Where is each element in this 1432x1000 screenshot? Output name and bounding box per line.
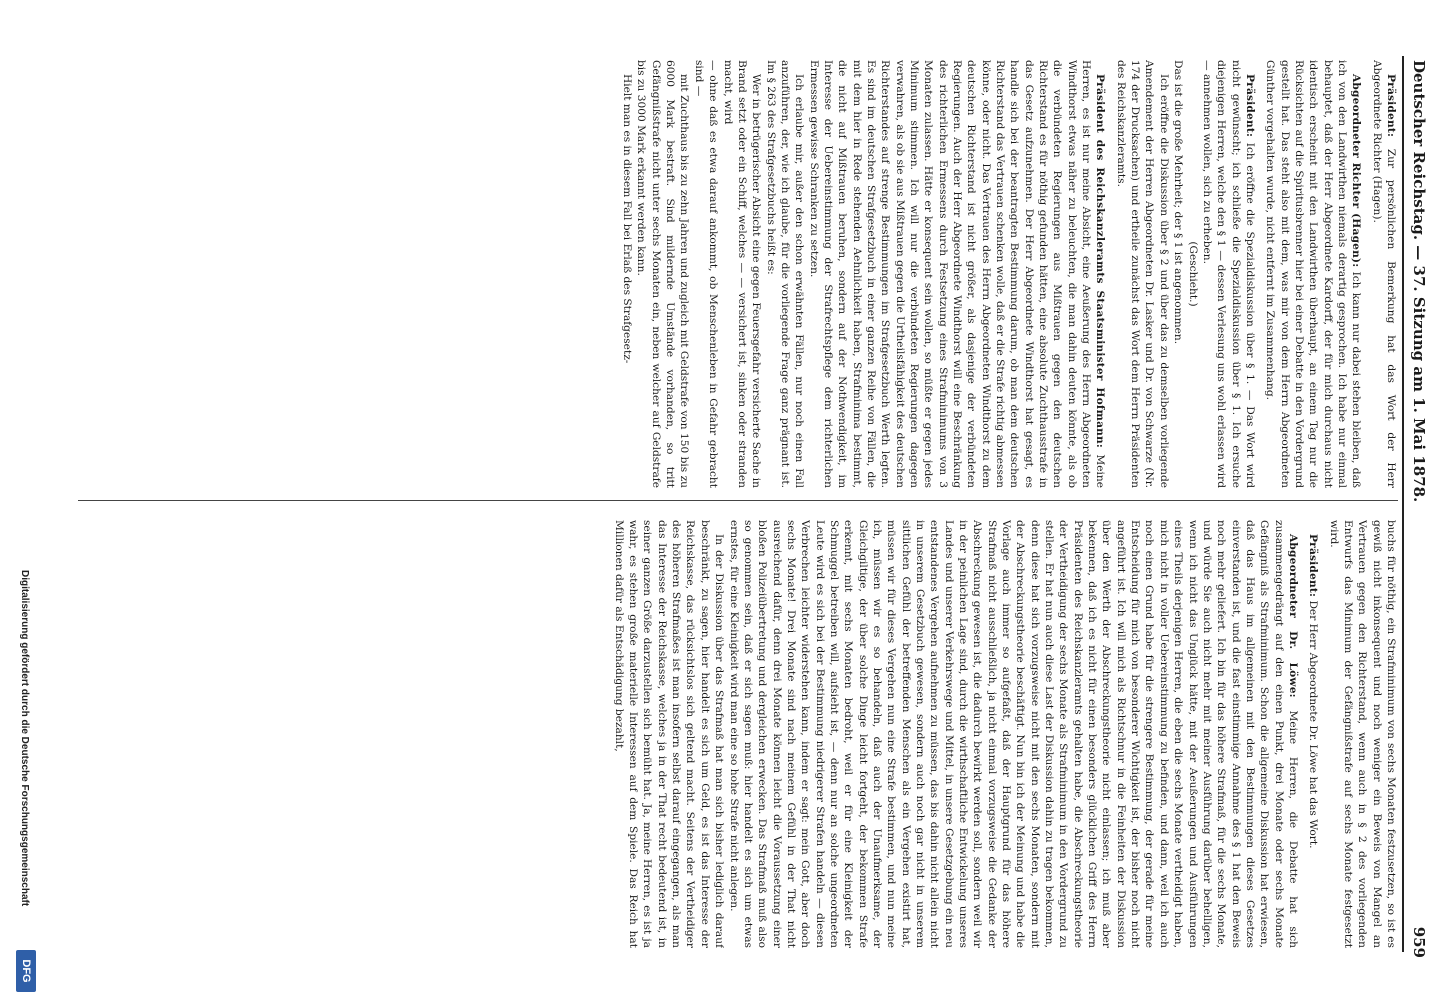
paragraph-text: Zur persönlichen Bemerkung hat das Wort der Herr Abgeordnete Richter (Hagen). bbox=[1370, 60, 1397, 488]
paragraph-text: Das ist die große Mehrheit; der § 1 ist angenommen. bbox=[1172, 60, 1185, 345]
paragraph bbox=[1326, 520, 1398, 948]
paragraph bbox=[1263, 60, 1363, 488]
paragraph-text: mit Zuchthaus bis zu zehn Jahren und zugleich mit Geldstrafe von 150 bis zu 6000 Mark bestraft. Sind mildernde Umstände vorhanden, so tritt Gefängnißstrafe nicht unter sechs Monaten ein, neben welcher auf Geldstrafe bis zu 3000 Mark erkannt werden kann. bbox=[635, 60, 691, 488]
paragraph-text: Wer in betrügerischer Absicht eine gegen Feuersgefahr versicherte Sache in Brand setzt oder ein Schiff, welches — — versichert ist, sinken oder stranden macht, wird bbox=[721, 60, 763, 488]
paragraph-text: buchs für nöthig, ein Strafminimum von sechs Monaten festzusetzen, so ist es gewiß nicht inkonsequent und noch weniger ein Beweis von Mangel an Vertrauen gegen den Richterstand, wenn auch in § 2 des vorliegenden Entwurfs das Minimum der Gefängnißstrafe auf sechs Monate festgesetzt wird. bbox=[1327, 520, 1397, 948]
running-head: Deutscher Reichstag. — 37. Sitzung am 1. Mai 1878. bbox=[1410, 60, 1428, 503]
paragraph-text: Ich eröffne die Spezialdiskussion über § 1. — Das Wort wird nicht gewünscht; ich schließe die Spezialdiskussion über § 1. Ich ersuche diejenigen Herren, welche den § 1 — dessen Verlesung uns wohl erlassen wird — annehmen wollen, sich zu erheben. bbox=[1200, 60, 1256, 488]
paragraph-text: In der Diskussion über das Strafmaß hat man sich bisher lediglich darauf beschränkt, zu sagen, hier handelt es sich um Geld, es ist das Interesse der Reichskasse, das rücksichtslos sich geltend macht. Seitens der Vertheidiger des höheren Strafmaßes ist man insofern selbst darauf eingegangen, als man das Interesse der Reichskasse, welches ja in der That recht bedeutend ist, in seiner ganzen Größe darzustellen sich bemüht hat. Ja, meine Herren, es ist ja wahr, es stehen große materielle Interessen auf dem Spiele. Das Reich hat Millionen dafür als Entschädigung bezahlt, bbox=[612, 520, 726, 948]
page-footer bbox=[10, 0, 40, 1000]
paragraph bbox=[1113, 60, 1170, 488]
paragraph bbox=[1200, 60, 1257, 488]
paragraph bbox=[692, 60, 721, 488]
right-column bbox=[58, 520, 1398, 948]
paragraph bbox=[806, 60, 1107, 488]
speaker-name: Abgeordneter Dr. Löwe: bbox=[1286, 534, 1299, 698]
paragraph-text: Meine Herren, die Debatte hat sich zusammengedrängt auf den einen Punkt, drei Monate oder sechs Monate Gefängniß als Strafminimum. Schon die allgemeine Diskussion hat erwiesen, daß das Haus im allgemeinen mit den Bestimmungen dieses Gesetzes einverstanden ist, und die fast einstimmige Annahme des § 1 hat den Beweis noch mehr geliefert. Ich bin für das höhere Strafmaß, für die sechs Monate, und würde Sie auch nicht mehr mit meiner Ausführung darüber behelligen, wenn ich nicht das Unglück hätte, mit der Aeußerungen und Ausführungen eines Theils derjenigen Herren, die eben die sechs Monate vertheidigt haben, mich nicht in voller Uebereinstimmung zu befinden, und dann, weil ich auch noch einen Grund habe für die strengere Bestimmung, der gerade für meine Entscheidung für mich von besonderer Wichtigkeit ist, der bisher noch nicht angeführt ist. Ich will mich als Richtschnur in die Feinheiten der Diskussion über den Werth der Abschreckungstheorie nicht einlassen; ich muß aber bekennen, daß ich es nicht für einen besonders glücklichen Griff des Herrn Präsidenten des Reichskanzleramts gehalten habe, die Abschreckungstheorie der Vertheidigung der sechs Monate als Strafminimum in den Vordergrund zu stellen. Er hat nun auch diese Last der Diskussion dahin zu tragen bekommen, denn diese hat sich vorzugsweise nicht mit den sechs Monaten, sondern mit der Abschreckungstheorie beschäftigt. Nun bin ich der Meinung und habe die Vorlage auch immer so aufgefaßt, daß der Hauptgrund für das höhere Strafmaß nicht ausschließlich, ja nicht einmal vorzugsweise die Gedanke der Abschreckung gewesen ist, die dadurch bewirkt werden soll, sondern weil wir in der peinlichen Lage sind, durch die wirthschaftliche Entwickelung unseres Landes und unserer Verkehrswege und Mittel, in unsere Gesetzgebung ein neu entstandenes Vergehen aufnehmen zu müssen, das bis dahin nicht allein nicht in unserem Gesetzbuch gewesen, sondern auch noch gar nicht in unserem sittlichen Gefühl der betreffenden Menschen als ein Vergehen existirt hat, müssen wir für dieses Vergehen nun eine Strafe bestimmen, und nun meine ich, müssen wir es so behandeln, daß auch der Unaufmerksame, der Gleichgiltige, der über solche Dinge leicht fortgeht, der bekommen Strafe erkennt, mit sechs Monaten bedroht, weil er für eine Kleinigkeit der Schmuggel betreiben will, aufsieht ist, — denn nur an solche ungeordneten Leute wird es sich bei der Bestimmung niedrigerer Strafen handeln — diesen Verbrechen leichter widerstehen kann, indem er sagt: mein Gott, aber doch sechs Monate! Drei Monate sind nach meinem Gefühl in der That nicht ausreichend dafür, denn drei Monate können leicht die Voraussetzung einer bloßen Polizeiübertretung und dergleichen erwecken. Das Strafmaß muß also so genommen sein, daß er sich sagen muß: hier handelt es sich um etwas ernstes, für eine Kleinigkeit wird man eine so hohe Strafe nicht anlegen. bbox=[727, 520, 1299, 948]
paragraph bbox=[763, 60, 806, 488]
column-separator bbox=[78, 500, 1398, 501]
paragraph-text: Der Herr Abgeordnete Dr. Löwe hat das Wort. bbox=[1307, 600, 1320, 849]
paragraph-text: (Geschieht.) bbox=[1186, 241, 1199, 307]
paragraph bbox=[726, 520, 1300, 948]
page-number: 959 bbox=[1410, 926, 1428, 958]
speaker-name: Präsident: bbox=[1385, 74, 1397, 138]
page-header bbox=[1406, 0, 1432, 1000]
paragraph-text: — ohne daß es etwa darauf ankommt, ob Menschenleben in Gefahr gebracht sind — bbox=[692, 60, 720, 488]
speaker-name: Präsident: bbox=[1307, 534, 1320, 598]
paragraph-text: Ich erlaube mir, außer den schon erwähnten Fällen, nur noch einen Fall anzuführen, der, wie ich glaube, für die vorliegende Frage ganz prägnant ist. Im § 263 des Strafgesetzbuchs heißt es: bbox=[764, 60, 806, 488]
speaker-name: Präsident: bbox=[1243, 74, 1256, 138]
paragraph-text: Ich eröffne die Diskussion über § 2 und über das zu demselben vorliegende Amendement der Herren Abgeordneten Dr. Lasker und Dr. von Schwarze (Nr. 174 der Drucksachen) und ertheile zunächst das Wort dem Herrn Präsidenten des Reichskanzleramts. bbox=[1114, 60, 1170, 488]
speaker-name: Präsident des Reichskanzleramts Staatsminister Hofmann: bbox=[1094, 74, 1107, 449]
paragraph-text: Meine Herren, es ist nur meine Absicht, eine Aeußerung des Herrn Abgeordneten Windthorst etwas näher zu beleuchten, die man dahin deuten könnte, als ob die verbündeten Regierungen aus Mißtrauen gegen den deutschen Richterstand es für nöthig gefunden hätten, eine absolute Zuchthausstrafe in das Gesetz aufzunehmen. Der Herr Abgeordnete Windthorst hat gesagt, es handle sich bei der beantragten Bestimmung darum, ob man dem deutschen Richterstand das Vertrauen schenken wolle, daß er die Strafe richtig abmessen könne, oder nicht. Das Vertrauen des Herrn Abgeordneten Windthorst zu dem deutschen Richterstand ist nicht größer, als dasjenige der verbündeten Regierungen. Auch der Herr Abgeordnete Windthorst will eine Beschränkung des richterlichen Ermessens durch Festsetzung eines Strafminimums von 3 Monaten zulassen. Hätte er konsequent sein wollen, so müßte er gegen jedes Minimum stimmen. Ich will nur die verbündeten Regierungen dagegen verwahren, als ob sie aus Mißtrauen gegen die Urtheilsfähigkeit des deutschen Richterstandes auf strenge Bestimmungen im Strafgesetzbuch Werth legten. Es sind im deutschen Strafgesetzbuch in einer ganzen Reihe von Fällen, die mit dem hier in Rede stehenden Aehnlichkeit haben, Strafminima bestimmt, die nicht auf Mißtrauen beruhen, sondern auf der Nothwendigkeit, im Interesse der Uebereinstimmung der Strafrechtspflege dem richterlichen Ermessen gewisse Schranken zu setzen. bbox=[807, 60, 1107, 488]
paragraph bbox=[611, 520, 726, 948]
paragraph bbox=[1306, 520, 1320, 948]
paragraph bbox=[634, 60, 691, 488]
funding-note: Digitalisierung gefördert durch die Deutsche Forschungsgemeinschaft bbox=[19, 570, 30, 907]
header-rule bbox=[1402, 56, 1404, 952]
dfg-logo: DFG bbox=[16, 950, 36, 992]
paragraph-text: Hielt man es in diesem Fall bei Erlaß des Strafgesetz- bbox=[621, 74, 634, 364]
paragraph bbox=[1369, 60, 1398, 488]
paragraph bbox=[620, 60, 634, 488]
paragraph bbox=[1185, 60, 1199, 488]
speaker-name: Abgeordneter Richter (Hagen): bbox=[1350, 74, 1363, 268]
paragraph bbox=[720, 60, 763, 488]
left-column bbox=[58, 60, 1398, 488]
paragraph-text: Ich kann nur dabei stehen bleiben, daß ich von den Landwirthen niemals derartig gesprochen. Ich habe nur einmal behauptet, daß der Herr Abgeordnete Kardorff, der für mich durchaus nicht identisch erscheint mit den Landwirthen überhaupt, an einem Tag nur die Rücksichten auf die Spiritusbrenner hier bei einer Debatte in den Vordergrund gestellt hat. Das steht also mit dem, was mir von dem Herrn Abgeordneten Günther vorgehalten wurde, nicht entfernt im Zusammenhang. bbox=[1264, 60, 1363, 488]
paragraph bbox=[1171, 60, 1185, 488]
